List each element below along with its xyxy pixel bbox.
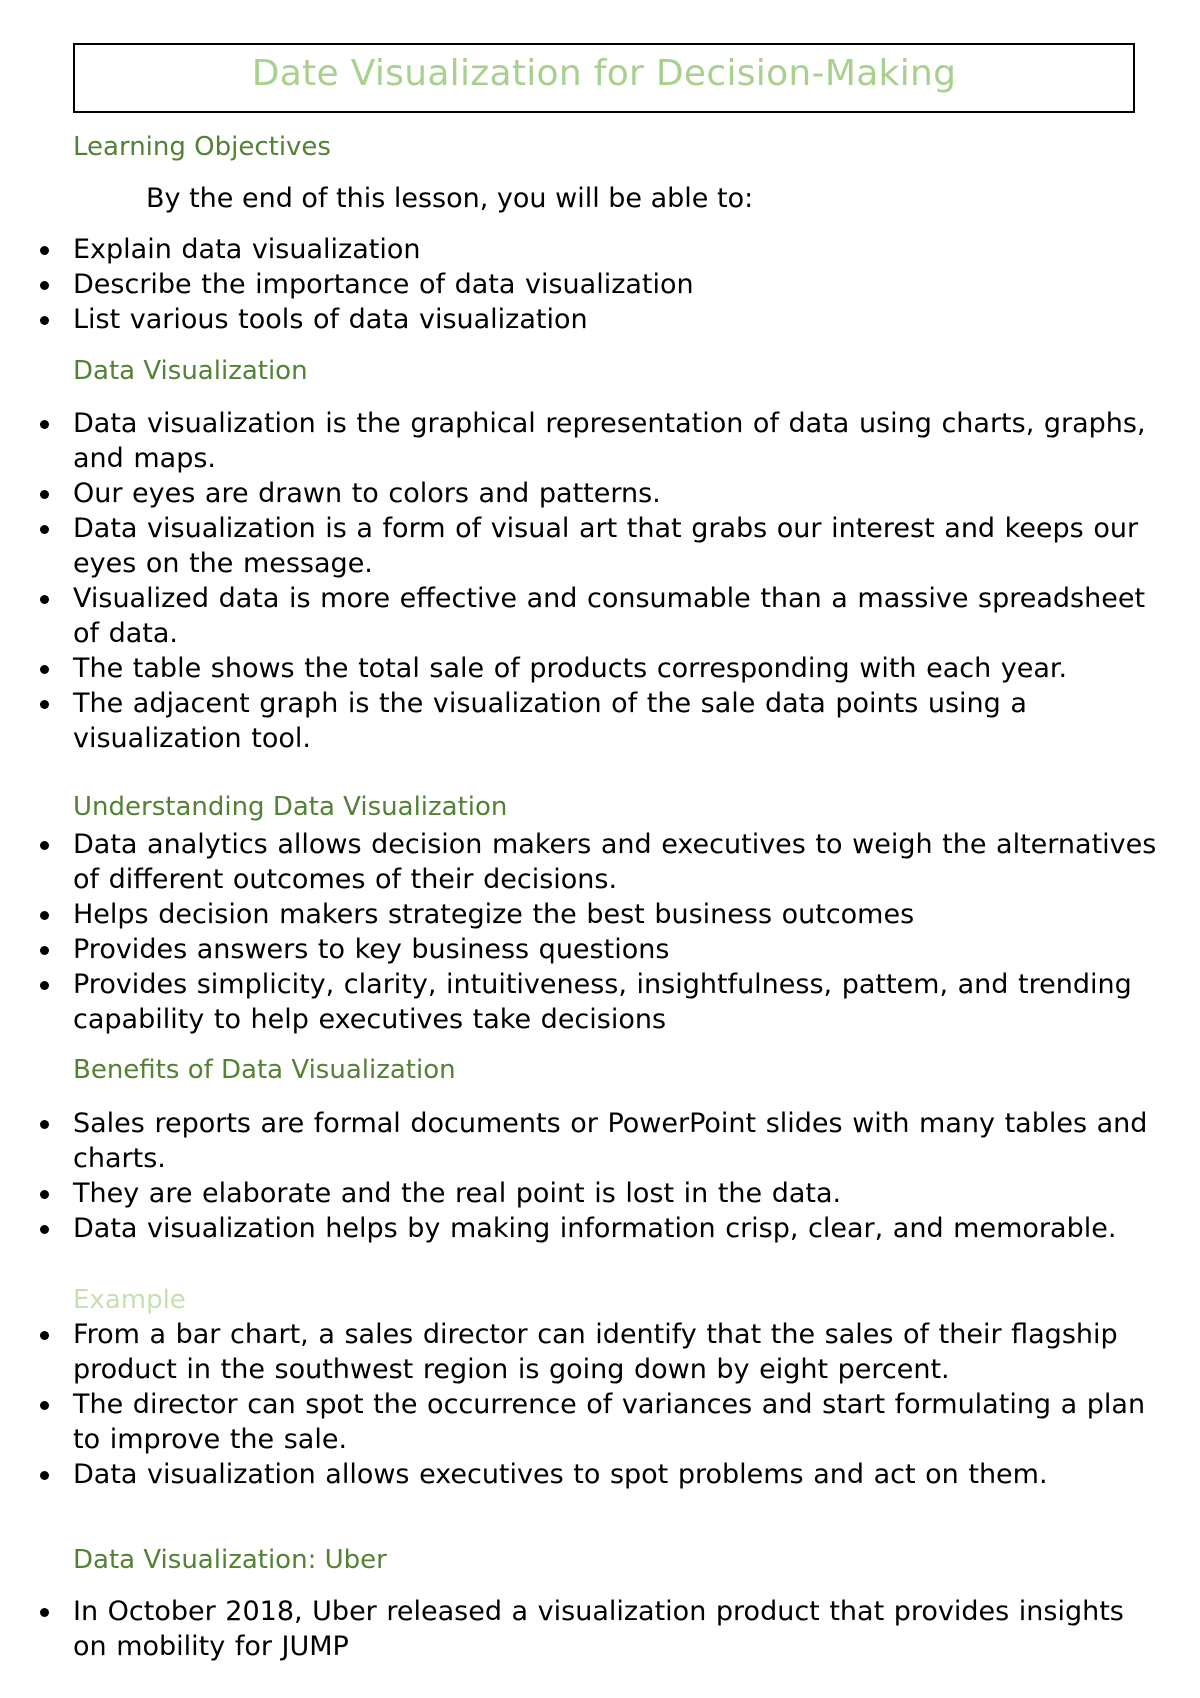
title-box	[73, 43, 1135, 113]
learning-objectives-heading: Learning Objectives	[73, 132, 331, 162]
list-item: Helps decision makers strategize the best business outcomes	[0, 897, 1160, 932]
list-item: Provides answers to key business questions	[0, 932, 1160, 967]
data-visualization-list	[0, 406, 1160, 756]
understanding-list	[0, 827, 1160, 1037]
bullet-icon	[40, 911, 49, 920]
list-item: Data visualization allows executives to spot problems and act on them.	[0, 1457, 1160, 1492]
bullet-icon	[40, 841, 49, 850]
learning-objectives-list	[0, 232, 1160, 337]
bullet-icon	[40, 946, 49, 955]
list-item: The table shows the total sale of products corresponding with each year.	[0, 651, 1160, 686]
bullet-icon	[40, 1225, 49, 1234]
bullet-icon	[40, 316, 49, 325]
learning-objectives-intro: By the end of this lesson, you will be able to:	[146, 183, 754, 214]
bullet-icon	[40, 420, 49, 429]
bullet-icon	[40, 490, 49, 499]
benefits-heading: Benefits of Data Visualization	[73, 1055, 456, 1085]
benefits-list	[0, 1106, 1160, 1246]
bullet-icon	[40, 1401, 49, 1410]
bullet-icon	[40, 595, 49, 604]
list-item: Data visualization helps by making information crisp, clear, and memorable.	[0, 1211, 1160, 1246]
bullet-icon	[40, 1331, 49, 1340]
bullet-icon	[40, 281, 49, 290]
list-item: The director can spot the occurrence of variances and start formulating a plan to improve the sale.	[0, 1387, 1160, 1457]
data-visualization-heading: Data Visualization	[73, 356, 308, 386]
page-title: Date Visualization for Decision-Making	[251, 53, 957, 94]
bullet-icon	[40, 1608, 49, 1617]
bullet-icon	[40, 525, 49, 534]
list-item: Data analytics allows decision makers and executives to weigh the alternatives of different outcomes of their decisions.	[0, 827, 1160, 897]
uber-list	[0, 1594, 1160, 1664]
example-heading: Example	[73, 1285, 186, 1315]
list-item: They are elaborate and the real point is lost in the data.	[0, 1176, 1160, 1211]
list-item: Our eyes are drawn to colors and patterns.	[0, 476, 1160, 511]
list-item: From a bar chart, a sales director can identify that the sales of their flagship product in the southwest region is going down by eight percent.	[0, 1317, 1160, 1387]
list-item: Data visualization is a form of visual art that grabs our interest and keeps our eyes on the message.	[0, 511, 1160, 581]
bullet-icon	[40, 981, 49, 990]
list-item: Data visualization is the graphical representation of data using charts, graphs, and maps.	[0, 406, 1160, 476]
bullet-icon	[40, 246, 49, 255]
list-item: Provides simplicity, clarity, intuitiveness, insightfulness, pattem, and trending capability to help executives take decisions	[0, 967, 1160, 1037]
bullet-icon	[40, 1471, 49, 1480]
list-item: Describe the importance of data visualization	[0, 267, 1160, 302]
example-list	[0, 1317, 1160, 1492]
bullet-icon	[40, 700, 49, 709]
bullet-icon	[40, 1120, 49, 1129]
list-item: Visualized data is more effective and consumable than a massive spreadsheet of data.	[0, 581, 1160, 651]
list-item: Sales reports are formal documents or PowerPoint slides with many tables and charts.	[0, 1106, 1160, 1176]
bullet-icon	[40, 1190, 49, 1199]
list-item: List various tools of data visualization	[0, 302, 1160, 337]
list-item: Explain data visualization	[0, 232, 1160, 267]
uber-heading: Data Visualization: Uber	[73, 1545, 387, 1575]
list-item: The adjacent graph is the visualization of the sale data points using a visualization tool.	[0, 686, 1160, 756]
bullet-icon	[40, 665, 49, 674]
understanding-heading: Understanding Data Visualization	[73, 792, 508, 822]
list-item: In October 2018, Uber released a visualization product that provides insights on mobility for JUMP	[0, 1594, 1160, 1664]
